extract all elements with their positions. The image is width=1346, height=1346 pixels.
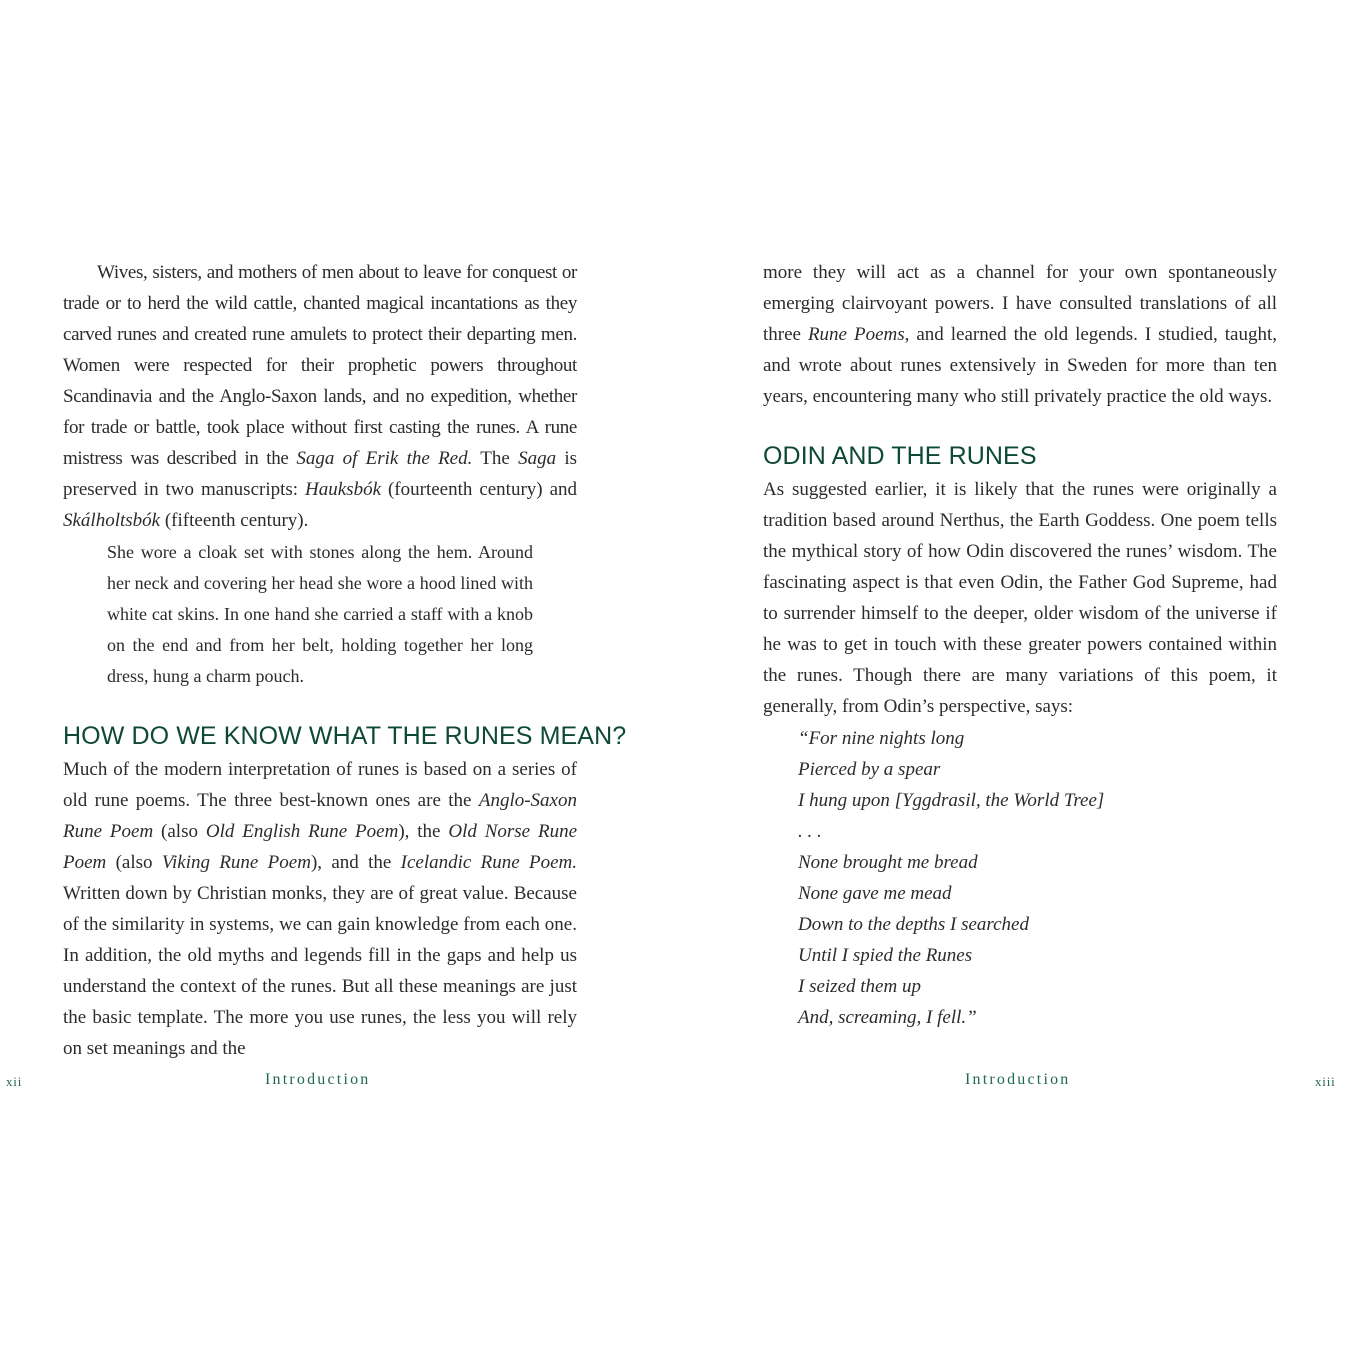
paragraph-text: (fifteenth century).: [160, 510, 309, 531]
italic-anglo-saxon-rune-poem: Anglo-Saxon Rune Poem: [63, 790, 577, 842]
section-heading-odin-and-the-runes: ODIN AND THE RUNES: [763, 442, 1037, 470]
section-heading-how-do-we-know: HOW DO WE KNOW WHAT THE RUNES MEAN?: [63, 722, 627, 750]
page-number-left: xii: [6, 1074, 23, 1089]
italic-title-saga-of-erik: Saga of Erik the Red.: [296, 448, 473, 469]
paragraph-text: more they will act as a channel for your own spontaneously emerging clairvoyant powers. I have consulted translations of all three: [763, 262, 1277, 345]
right-page: [673, 0, 1346, 1346]
running-footer-title-right: Introduction: [965, 1071, 1071, 1088]
paragraph-rune-poems: [63, 754, 577, 1064]
poem-line: . . .: [798, 821, 822, 842]
italic-hauksbok: Hauksbók: [305, 479, 382, 500]
paragraph-rune-mistress: [63, 257, 577, 536]
paragraph-text: As suggested earlier, it is likely that the runes were originally a tradition based around Nerthus, the Earth Goddess. One poem tells the mythical story of how Odin discovered the runes’ wisdom. The fascinating aspect is that even Odin, the Father God Supreme, had to surrender himself to the deeper, older wisdom of the universe if he was to get in touch with these greater powers contained within the runes. Though there are many variations of this poem, it generally, from Odin’s perspective, says:: [763, 479, 1277, 717]
italic-old-norse-rune-poem: Old Norse Rune Poem: [63, 821, 578, 873]
blockquote-rune-mistress-description: She wore a cloak set with stones along the hem. Around her neck and covering her head she wore a hood lined with white cat skins. In one hand she carried a staff with a knob on the end and from her belt, holding together her long dress, hung a charm pouch.: [107, 542, 533, 686]
paragraph-text: ), and the: [310, 852, 401, 873]
running-footer-title-left: Introduction: [265, 1071, 371, 1088]
poem-line: And, screaming, I fell.”: [798, 1007, 977, 1028]
paragraph-text: , and learned the old legends. I studied, taught, and wrote about runes extensively in Sweden for more than ten years, encountering many who still privately practice the old ways.: [763, 324, 1277, 407]
paragraph-text: The: [472, 448, 519, 469]
poem-line: “For nine nights long: [798, 728, 965, 749]
page-number-right: xiii: [1315, 1074, 1336, 1089]
poem-line: I hung upon [Yggdrasil, the World Tree]: [798, 790, 1105, 811]
italic-skalholtsbok: Skálholtsbók: [63, 510, 161, 531]
italic-viking-rune-poem: Viking Rune Poem: [161, 852, 311, 873]
paragraph-text: Wives, sisters, and mothers of men about to leave for conquest or trade or to herd the wild cattle, chanted magical incantations as they carved runes and created rune amulets to protect their departing men. Women were respected for their prophetic powers throughout Scandinavia and the Anglo-Saxon lands, and no expedition, whether for trade or battle, took place without first casting the runes. A rune mistress was described in the: [63, 262, 577, 469]
paragraph-text: is preserved in two manuscripts:: [63, 448, 577, 500]
poem-line: Until I spied the Runes: [798, 945, 973, 966]
italic-old-english-rune-poem: Old English Rune Poem: [205, 821, 399, 842]
paragraph-text: (also: [106, 852, 162, 873]
paragraph-text: (also: [153, 821, 206, 842]
poem-line: None gave me mead: [798, 883, 952, 904]
poem-line: I seized them up: [798, 976, 921, 997]
paragraph-odin-story: [763, 474, 1277, 722]
italic-icelandic-rune-poem: Icelandic Rune Poem.: [400, 852, 577, 873]
poem-line: Pierced by a spear: [798, 759, 941, 780]
paragraph-text: (fourteenth century) and: [381, 479, 577, 500]
odin-poem: [798, 723, 1104, 1033]
italic-rune-poems: Rune Poems: [807, 324, 905, 345]
paragraph-text: Much of the modern interpretation of runes is based on a series of old rune poems. The three best-known ones are the: [63, 759, 577, 811]
paragraph-text: Written down by Christian monks, they are of great value. Because of the similarity in systems, we can gain knowledge from each one. In addition, the old myths and legends fill in the gaps and help us understand the context of the runes. But all these meanings are just the basic template. The more you use runes, the less you will rely on set meanings and the: [63, 883, 577, 1059]
poem-line: None brought me bread: [798, 852, 978, 873]
paragraph-text: ), the: [398, 821, 449, 842]
italic-saga: Saga: [518, 448, 557, 469]
paragraph-consulted-translations: [763, 257, 1277, 412]
poem-line: Down to the depths I searched: [798, 914, 1029, 935]
